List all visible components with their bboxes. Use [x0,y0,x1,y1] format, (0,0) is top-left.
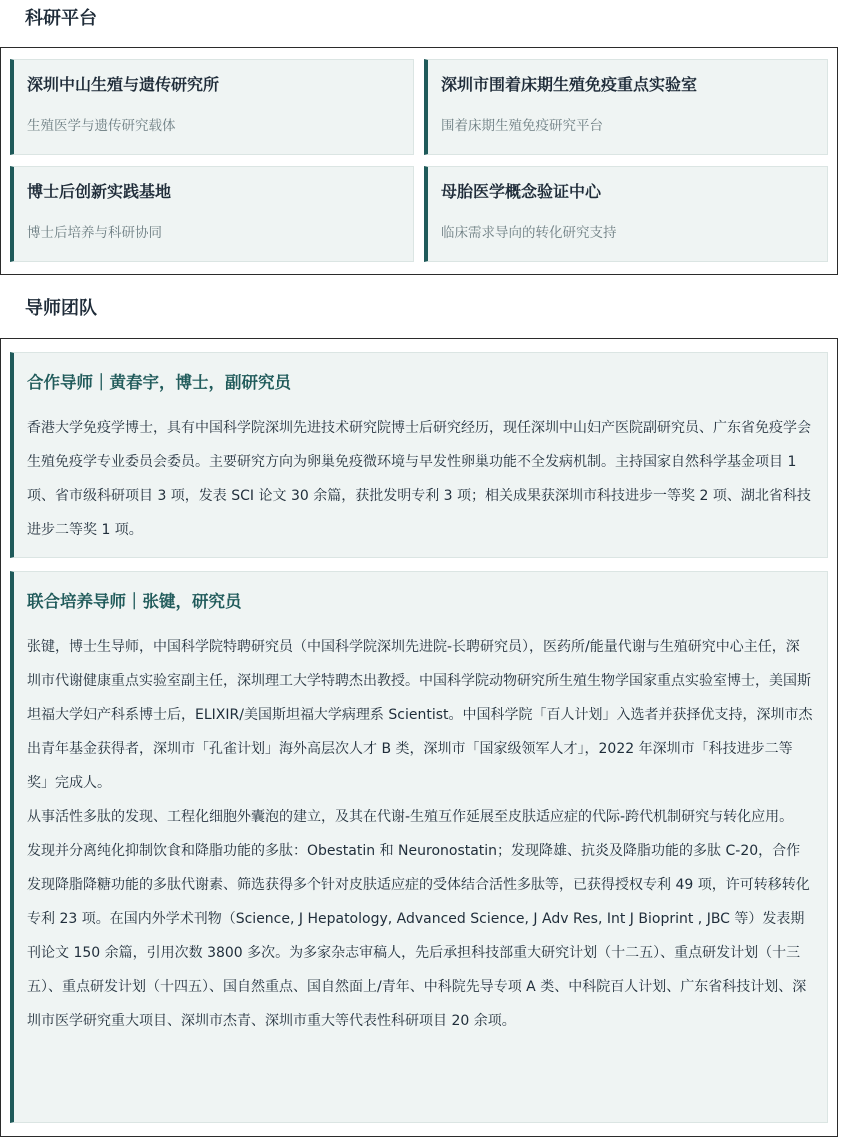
platform-card [10,166,414,262]
mentor-title: 合作导师｜黄春宇，博士，副研究员 [27,373,291,392]
mentor-bio: 张键，博士生导师，中国科学院特聘研究员（中国科学院深圳先进院-长聘研究员），医药所/能量代谢与生殖研究中心主任，深圳市代谢健康重点实验室副主任，深圳理工大学特聘杰出教授。中国科学院动物研究所生殖生物学国家重点实验室博士，美国斯坦福大学妇产科系博士后，ELIXIR/美国斯坦福大学病理系 Scientist。中国科学院「百人计划」入选者并获择优支持，深圳市杰出青年基金获得者，深圳市「孔雀计划」海外高层次人才 B 类，深圳市「国家级领军人才」，2022 年深圳市「科技进步二等奖」完成人。 [27,639,813,791]
mentors-box [0,338,838,1137]
platform-box [0,47,838,275]
platform-card-subtitle: 临床需求导向的转化研究支持 [441,225,617,241]
platform-card-title: 深圳中山生殖与遗传研究所 [27,75,220,94]
platform-card-subtitle: 博士后培养与科研协同 [27,225,162,241]
platform-card-subtitle: 生殖医学与遗传研究载体 [27,118,176,134]
platform-card-title: 母胎医学概念验证中心 [441,182,602,201]
platform-card [424,166,828,262]
mentor-bio: 香港大学免疫学博士，具有中国科学院深圳先进技术研究院博士后研究经历，现任深圳中山妇产医院副研究员、广东省免疫学会生殖免疫学专业委员会委员。主要研究方向为卵巢免疫微环境与早发性卵巢功能不全发病机制。主持国家自然科学基金项目 1 项、省市级科研项目 3 项，发表 SCI 论文 30 余篇，获批发明专利 3 项；相关成果获深圳市科技进步一等奖 2 项、湖北省科技进步二等奖 1 项。 [27,420,811,538]
platform-heading: 科研平台 [25,8,97,29]
mentors-heading: 导师团队 [25,298,97,319]
mentor-title: 联合培养导师｜张键，研究员 [27,592,242,611]
mentor-card [10,352,828,558]
platform-card [10,59,414,155]
mentor-achievements: 发现并分离纯化抑制饮食和降脂功能的多肽：Obestatin 和 Neuronostatin；发现降雄、抗炎及降脂功能的多肽 C-20，合作发现降脂降糖功能的多肽代谢素、筛选获得多个针对皮肤适应症的受体结合活性多肽等，已获得授权专利 49 项，许可转移转化专利 23 项。在国内外学术刊物（Science, J Hepatology, Advanced Science, J Adv Res, Int J Bioprint , JBC 等）发表期刊论文 150 余篇，引用次数 3800 多次。为多家杂志审稿人，先后承担科技部重大研究计划（十二五）、重点研发计划（十三五）、重点研发计划（十四五）、国自然重点、国自然面上/青年、中科院先导专项 A 类、中科院百人计划、广东省科技计划、深圳市医学研究重大项目、深圳市杰青、深圳市重大等代表性科研项目 20 余项。 [27,843,810,1029]
platform-card-title: 博士后创新实践基地 [27,182,172,201]
platform-card-subtitle: 围着床期生殖免疫研究平台 [441,118,603,134]
platform-card-title: 深圳市围着床期生殖免疫重点实验室 [441,75,698,94]
mentor-card [10,571,828,1123]
mentor-research: 从事活性多肽的发现、工程化细胞外囊泡的建立，及其在代谢-生殖互作延展至皮肤适应症的代际-跨代机制研究与转化应用。 [27,809,794,825]
platform-card [424,59,828,155]
